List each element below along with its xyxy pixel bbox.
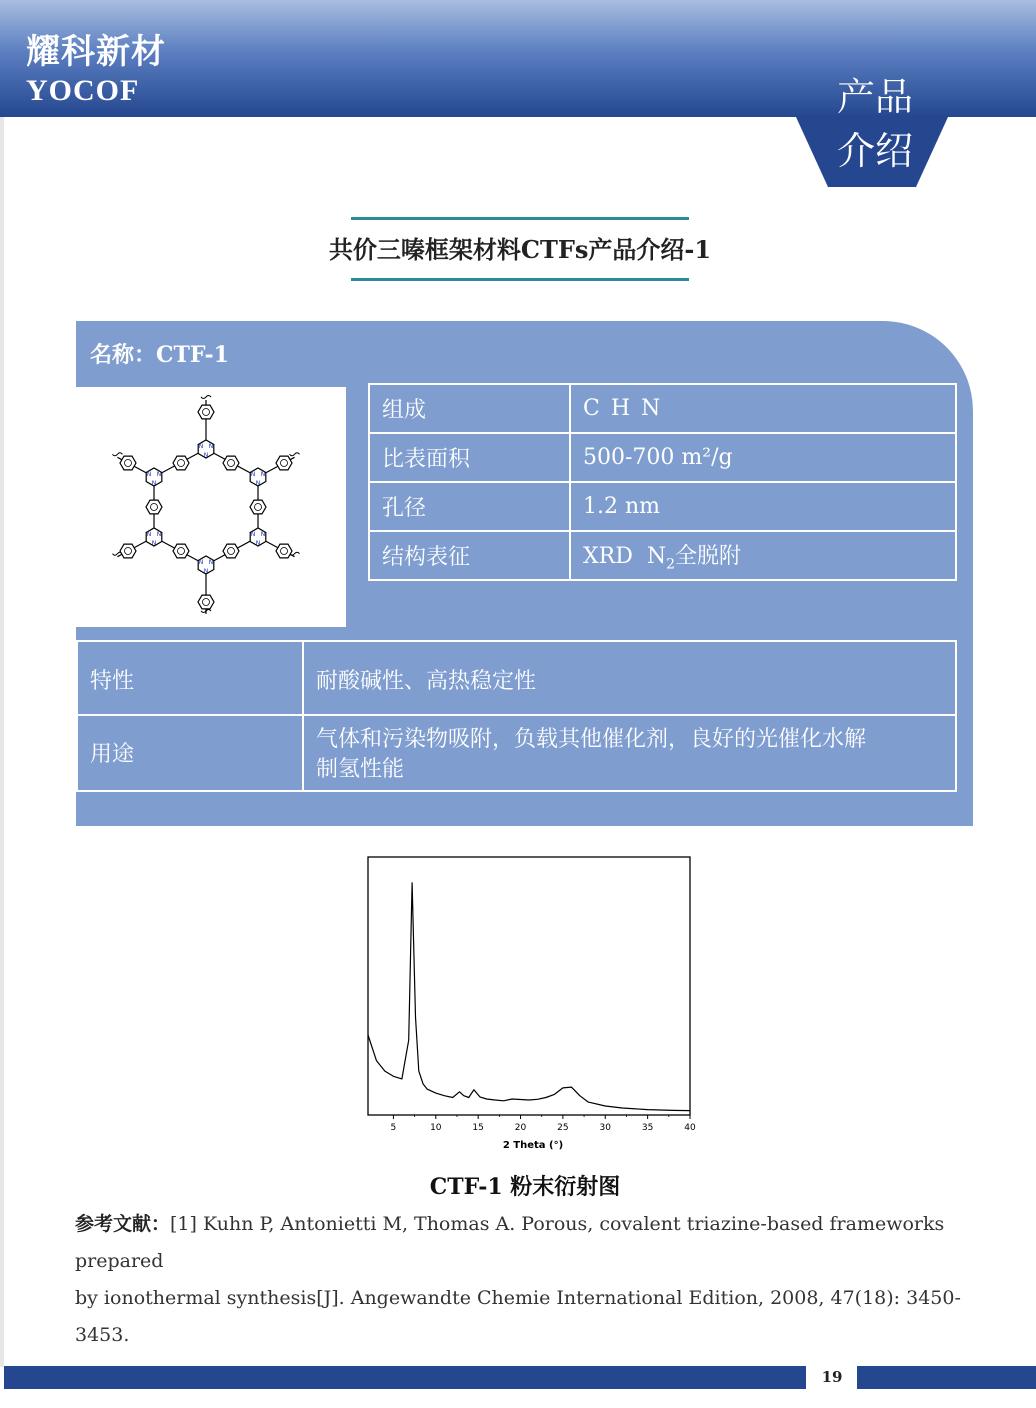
reference-block	[75, 1206, 965, 1354]
nitrogen-atom-label: N	[250, 531, 256, 538]
title-rule-bottom	[351, 278, 689, 281]
feature-key: 特性	[77, 641, 303, 715]
benzene-ring	[120, 456, 136, 470]
reference-text-2: by ionothermal synthesis[J]. Angewandte Chemie International Edition, 2008, 47(18): 3450-3453.	[75, 1287, 961, 1346]
plot-frame	[368, 857, 690, 1115]
x-tick-label: 15	[472, 1123, 484, 1133]
nitrogen-atom-label: N	[156, 471, 162, 478]
benzene-ring	[223, 456, 239, 470]
brand-name-chinese: 耀科新材	[26, 32, 166, 72]
nitrogen-atom-label: N	[151, 540, 157, 547]
title-rule-top	[351, 217, 689, 220]
page-number: 19	[821, 1368, 843, 1386]
nitrogen-atom-label: N	[255, 540, 261, 547]
usage-value	[303, 715, 956, 791]
x-tick-label: 25	[557, 1123, 569, 1133]
nitrogen-atom-label: N	[208, 443, 214, 450]
nitrogen-atom-label: N	[156, 531, 162, 538]
section-label-line1: 产品	[836, 75, 913, 119]
reference-text-1: [1] Kuhn P, Antonietti M, Thomas A. Porous, covalent triazine-based frameworks prepared	[75, 1213, 945, 1272]
property-key: 结构表征	[369, 531, 570, 580]
benzene-ring	[146, 500, 162, 514]
nitrogen-atom-label: N	[208, 559, 214, 566]
usage-value-line1: 气体和污染物吸附，负载其他催化剂，良好的光催化水解	[316, 727, 867, 752]
property-row	[369, 384, 956, 433]
nitrogen-atom-label: N	[198, 443, 204, 450]
nitrogen-atom-label: N	[260, 471, 266, 478]
nitrogen-atom-label: N	[203, 452, 209, 459]
feature-value: 耐酸碱性、高热稳定性	[303, 641, 956, 715]
usage-row	[77, 715, 956, 791]
benzene-ring	[173, 456, 189, 470]
nitrogen-atom-label: N	[260, 531, 266, 538]
benzene-ring	[250, 500, 266, 514]
nitrogen-atom-label: N	[255, 480, 261, 487]
property-value: 1.2 nm	[570, 482, 956, 531]
property-table	[368, 383, 957, 581]
figure-caption: CTF-1 粉末衍射图	[429, 1174, 621, 1200]
x-tick-label: 40	[684, 1123, 696, 1133]
characterization-suffix: 全脱附	[675, 543, 742, 569]
xrd-chart	[355, 850, 700, 1160]
x-tick-label: 30	[599, 1123, 611, 1133]
benzene-ring	[120, 544, 136, 558]
property-value: 500-700 m²/g	[570, 433, 956, 482]
page-edge-shadow	[0, 117, 4, 1367]
property-row	[369, 482, 956, 531]
nitrogen-atom-label: N	[146, 471, 152, 478]
benzene-ring	[276, 544, 292, 558]
characterization-subscript: 2	[666, 556, 676, 573]
section-label-line2: 介绍	[836, 129, 913, 173]
wavy-bond-end	[290, 453, 300, 456]
ctf1-structure-diagram	[76, 387, 346, 627]
x-tick-label: 10	[430, 1123, 442, 1133]
nitrogen-atom-label: N	[151, 480, 157, 487]
x-tick-label: 5	[390, 1123, 397, 1133]
property-key: 组成	[369, 384, 570, 433]
characterization-prefix: XRD N	[583, 543, 667, 569]
nitrogen-atom-label: N	[146, 531, 152, 538]
usage-value-line2: 制氢性能	[316, 757, 405, 782]
section-label	[820, 70, 930, 178]
benzene-ring	[276, 456, 292, 470]
property-row	[369, 531, 956, 580]
property-key: 孔径	[369, 482, 570, 531]
nitrogen-atom-label: N	[250, 471, 256, 478]
footer-bar-right	[857, 1366, 1036, 1389]
product-name: 名称：CTF-1	[90, 342, 229, 368]
benzene-ring	[198, 405, 214, 419]
property-key: 比表面积	[369, 433, 570, 482]
brand-name-english: YOCOF	[26, 74, 140, 107]
footer-bar-left	[4, 1366, 806, 1389]
usage-key: 用途	[77, 715, 303, 791]
x-axis-label: 2 Theta (°)	[502, 1140, 564, 1151]
xrd-series-line	[368, 883, 690, 1111]
xrd-chart-svg	[355, 850, 700, 1160]
property-row	[369, 433, 956, 482]
property-value: C H N	[570, 384, 956, 433]
x-tick-label: 20	[514, 1123, 527, 1133]
nitrogen-atom-label: N	[203, 568, 209, 575]
feature-row	[77, 641, 956, 715]
wavy-bond-end	[201, 396, 211, 399]
feature-table	[76, 640, 957, 792]
reference-line1	[75, 1206, 965, 1280]
nitrogen-atom-label: N	[198, 559, 204, 566]
benzene-ring	[198, 595, 214, 609]
benzene-ring	[173, 544, 189, 558]
property-value	[570, 531, 956, 580]
wavy-bond-end	[112, 453, 122, 456]
reference-label: 参考文献：	[75, 1213, 171, 1235]
x-tick-label: 35	[641, 1123, 654, 1133]
benzene-ring	[223, 544, 239, 558]
chemical-structure-figure	[76, 387, 346, 627]
page-title: 共价三嗪框架材料CTFs产品介绍-1	[328, 235, 712, 264]
